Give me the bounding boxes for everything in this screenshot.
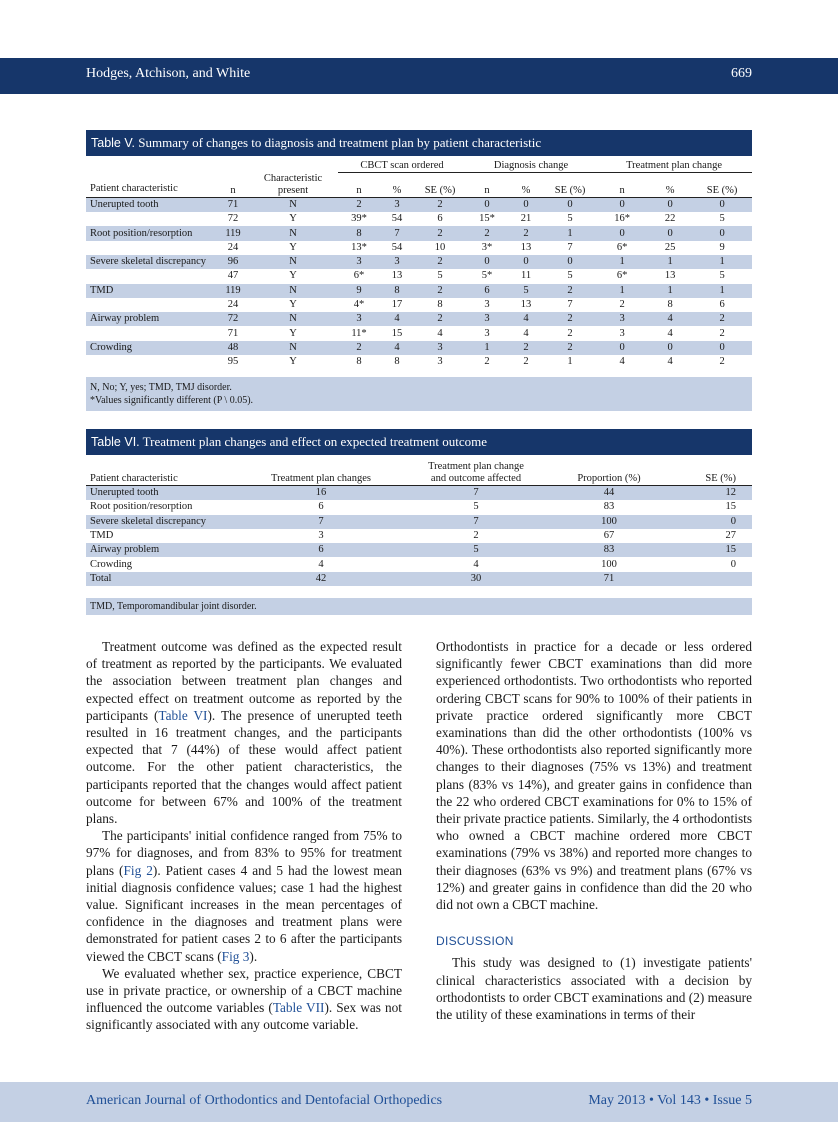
table5-title-bar <box>86 130 752 156</box>
row-value: 6* <box>353 270 365 282</box>
row-value: 4 <box>619 356 625 368</box>
table5-col-cbct-se: SE (%) <box>414 173 466 198</box>
row-value: 4 <box>667 356 673 368</box>
row-value: 13* <box>351 241 367 253</box>
row-value: 3* <box>481 241 493 253</box>
table5-label: Table V. <box>91 136 136 150</box>
table5-footnote-significance: *Values significantly different (P \ 0.05). <box>90 395 254 406</box>
table5-row <box>86 284 752 298</box>
table6-cell-se: 12 <box>672 486 752 501</box>
row-value: 5 <box>508 284 544 298</box>
row-value: 3 <box>466 312 508 326</box>
row-value: 4 <box>508 312 544 326</box>
row-value: 22 <box>664 213 676 225</box>
table5-col-diag-se: SE (%) <box>544 173 596 198</box>
row-value: 15* <box>479 213 495 225</box>
row-characteristic <box>86 355 218 369</box>
row-value: 5* <box>481 270 493 282</box>
row-value: 1 <box>648 284 692 298</box>
row-value: 2 <box>414 226 466 240</box>
table5-row <box>86 212 752 226</box>
row-value: 11 <box>520 270 532 282</box>
table6-cell-affected: 7 <box>406 486 546 501</box>
row-value: 2 <box>414 197 466 212</box>
table6-col-affected <box>406 461 546 486</box>
table5-col-present: Characteristic present <box>248 173 338 198</box>
table5-col-diag-n: n <box>466 173 508 198</box>
table6-cell-affected: 4 <box>473 558 479 570</box>
page-number: 669 <box>731 66 752 81</box>
table5-group-cbct: CBCT scan ordered <box>338 158 466 173</box>
table6-cell-affected: 7 <box>406 515 546 529</box>
table6-cell-changes: 3 <box>318 530 324 542</box>
row-present: Y <box>289 270 297 282</box>
left-p2-text-c: ). <box>249 948 258 964</box>
row-value: 2 <box>544 284 596 298</box>
table5-row <box>86 312 752 326</box>
row-value: 4 <box>437 327 443 339</box>
table6-cell-name: TMD <box>90 530 114 542</box>
table6-cell-prop: 83 <box>546 543 672 557</box>
row-value: 4 <box>380 312 414 326</box>
table6-cell-se: 27 <box>725 530 736 542</box>
row-value: 3 <box>619 327 625 339</box>
issue-info: May 2013 • Vol 143 • Issue 5 <box>588 1093 752 1108</box>
row-value: 3 <box>437 356 443 368</box>
table6-cell-name: Crowding <box>90 558 132 570</box>
row-value: 2 <box>338 197 380 212</box>
table5-col-cbct-pct: % <box>380 173 414 198</box>
left-paragraph-1 <box>86 638 402 827</box>
table6-cell-affected: 5 <box>406 543 546 557</box>
left-p1-text-a: Treatment outcome was defined as the expected result of treatment as reported by the participants. We evaluated the association between treatment plan changes and expected effect on treatment outcome as reported by the participants ( <box>86 639 402 723</box>
fig3-link[interactable]: Fig 3 <box>221 948 250 964</box>
row-value: 1 <box>596 255 648 269</box>
left-p2-text-a: The participants' initial confidence ranged from 75% to 97% for diagnoses, and from 83% to 95% for treatment plans ( <box>86 828 402 878</box>
table6-label: Table VI. <box>91 435 140 449</box>
row-value: 8 <box>437 299 443 311</box>
row-value: 54 <box>391 213 403 225</box>
row-value: 2 <box>544 341 596 355</box>
row-n: 24 <box>227 241 239 253</box>
table6-col-se: SE (%) <box>672 461 752 486</box>
row-value: 2 <box>544 312 596 326</box>
table6-title: Treatment plan changes and effect on expected treatment outcome <box>142 434 488 449</box>
table6-row <box>86 572 752 586</box>
row-value: 5 <box>567 213 573 225</box>
table6-cell-changes: 42 <box>236 572 406 586</box>
row-value: 2 <box>484 356 490 368</box>
row-value: 3 <box>596 312 648 326</box>
row-characteristic: TMD <box>86 284 218 298</box>
table6-cell-prop: 83 <box>603 501 615 513</box>
table6-cell-se: 0 <box>672 515 752 529</box>
row-value: 6 <box>437 213 443 225</box>
table5-row <box>86 197 752 212</box>
table6-cell-se: 15 <box>672 543 752 557</box>
row-value: 0 <box>692 341 752 355</box>
table5-col-treat-se: SE (%) <box>692 173 752 198</box>
table6-cell-changes: 7 <box>236 515 406 529</box>
row-present: Y <box>289 356 297 368</box>
row-value: 2 <box>466 226 508 240</box>
row-value: 0 <box>596 197 648 212</box>
row-value: 2 <box>414 312 466 326</box>
table5-footnote-abbrev: N, No; Y, yes; TMD, TMJ disorder. <box>90 382 232 393</box>
row-n: 119 <box>218 284 248 298</box>
row-value: 3 <box>484 299 490 311</box>
table5-group-treatment: Treatment plan change <box>596 158 752 173</box>
table5-row <box>86 326 752 340</box>
row-value: 17 <box>391 299 403 311</box>
row-value: 3 <box>338 255 380 269</box>
row-value: 1 <box>692 284 752 298</box>
row-present: Y <box>289 241 297 253</box>
row-value: 3 <box>414 341 466 355</box>
left-p3-text-a: We evaluated whether sex, practice experience, CBCT use in private practice, or ownership of a CBCT machine influenced the outcome variables ( <box>86 965 402 1016</box>
row-value: 0 <box>692 197 752 212</box>
row-value: 5 <box>567 270 573 282</box>
row-value: 0 <box>692 226 752 240</box>
row-value: 0 <box>544 197 596 212</box>
row-value: 0 <box>648 226 692 240</box>
row-value: 7 <box>380 226 414 240</box>
table6-cell-name: Root position/resorption <box>90 501 193 513</box>
row-value: 4 <box>648 312 692 326</box>
row-value: 2 <box>692 312 752 326</box>
row-value: 8 <box>394 356 400 368</box>
table6-cell-affected: 5 <box>473 501 479 513</box>
row-value: 54 <box>391 241 403 253</box>
row-characteristic <box>86 212 218 226</box>
table5-row <box>86 226 752 240</box>
right-paragraph-1: Orthodontists in practice for a decade or less ordered significantly fewer CBCT examinations than did more experienced orthodontists. Two orthodontists who reported ordering CBCT scans for 90% to 100% of their patients in private practice ordered significantly more CBCT examinations than did the other orthodontists (100% vs 40%). These orthodontists also reported significantly more changes to their diagnoses (75% vs 13%) and treatment plans (83% vs 14%), and greater gains in confidence than the 22 who ordered CBCT examinations for 0% to 15% of their private practice patients. Similarly, the 4 orthodontists who owned a CBCT machine ordered more CBCT examinations (79% vs 38%) and reported more changes to their diagnoses (63% vs 9%) and treatment plans (67% vs 12%) and greater gains in confidence than did the 20 who did not own a CBCT machine. <box>436 639 752 913</box>
row-present: N <box>248 255 338 269</box>
row-characteristic: Unerupted tooth <box>86 197 218 212</box>
row-value: 8 <box>380 284 414 298</box>
table5-col-diag-pct: % <box>508 173 544 198</box>
row-value: 3 <box>338 312 380 326</box>
table6-cell-name: Total <box>86 572 236 586</box>
table5-row <box>86 241 752 255</box>
row-n: 48 <box>218 341 248 355</box>
row-present: N <box>248 197 338 212</box>
table6-link[interactable]: Table VI <box>158 707 208 723</box>
row-n: 72 <box>218 312 248 326</box>
row-value: 4 <box>380 341 414 355</box>
row-value: 3 <box>380 197 414 212</box>
row-value: 2 <box>508 226 544 240</box>
row-value: 2 <box>619 299 625 311</box>
table5-col-n: n <box>218 173 248 198</box>
table6 <box>86 461 752 586</box>
table5-row <box>86 269 752 283</box>
row-present: N <box>248 341 338 355</box>
table6-cell-changes: 6 <box>318 501 324 513</box>
row-value: 7 <box>567 241 573 253</box>
row-value: 6 <box>719 299 725 311</box>
row-value: 0 <box>596 341 648 355</box>
row-n: 71 <box>227 327 239 339</box>
table6-col-proportion: Proportion (%) <box>546 461 672 486</box>
row-value: 1 <box>544 226 596 240</box>
row-n: 95 <box>227 356 239 368</box>
table5-row <box>86 298 752 312</box>
discussion-heading: DISCUSSION <box>436 934 514 949</box>
page-footer <box>0 1082 838 1122</box>
row-present: Y <box>289 299 297 311</box>
table6-cell-se: 15 <box>725 501 736 513</box>
table5-col-cbct-n: n <box>338 173 380 198</box>
row-value: 10 <box>434 241 446 253</box>
table6-cell-affected: 2 <box>473 530 479 542</box>
row-value: 0 <box>466 197 508 212</box>
row-value: 4* <box>353 299 365 311</box>
row-value: 15 <box>391 327 403 339</box>
row-value: 2 <box>719 327 725 339</box>
row-value: 3 <box>380 255 414 269</box>
row-value: 3 <box>484 327 490 339</box>
table5-group-diagnosis: Diagnosis change <box>466 158 596 173</box>
row-n: 24 <box>227 299 239 311</box>
left-p3-text-b: ). Sex was not significantly associated with any outcome variable. <box>86 1000 402 1033</box>
table6-cell-prop: 100 <box>601 558 617 570</box>
row-value: 2 <box>567 327 573 339</box>
row-value: 0 <box>508 255 544 269</box>
row-value: 0 <box>648 341 692 355</box>
row-value: 5 <box>719 270 725 282</box>
row-value: 0 <box>466 255 508 269</box>
row-value: 39* <box>351 213 367 225</box>
row-present: N <box>248 312 338 326</box>
table6-row <box>86 486 752 501</box>
table5-row <box>86 255 752 269</box>
table6-row <box>86 500 752 514</box>
row-characteristic: Severe skeletal discrepancy <box>86 255 218 269</box>
left-p1-text-b: ). The presence of unerupted teeth resulted in 16 treatment changes, and the participants expected that 7 (44%) of these would affect patient outcome. For the other patient characteristics, the participants reported that the changes would affect patient outcome for between 67% and 100% of the treatment plans. <box>86 707 402 827</box>
table5-row <box>86 341 752 355</box>
table5-title: Summary of changes to diagnosis and treatment plan by patient characteristic <box>138 135 542 150</box>
journal-name: American Journal of Orthodontics and Dentofacial Orthopedics <box>86 1093 443 1108</box>
table5-col-treat-n: n <box>596 173 648 198</box>
row-value: 0 <box>544 255 596 269</box>
table6-row <box>86 529 752 543</box>
row-value: 2 <box>719 356 725 368</box>
row-n: 71 <box>218 197 248 212</box>
table6-col-changes: Treatment plan changes <box>236 461 406 486</box>
table6-cell-changes: 16 <box>236 486 406 501</box>
table6-cell-affected: 30 <box>406 572 546 586</box>
table6-row <box>86 557 752 571</box>
row-characteristic <box>86 241 218 255</box>
table5-col-treat-pct: % <box>648 173 692 198</box>
row-value: 5 <box>719 213 725 225</box>
table7-link[interactable]: Table VII <box>272 1000 325 1016</box>
table6-cell-prop: 71 <box>546 572 672 586</box>
row-present: N <box>248 284 338 298</box>
fig2-link[interactable]: Fig 2 <box>123 862 153 878</box>
table6-col-affected-line1: Treatment plan change <box>428 461 524 472</box>
row-value: 8 <box>338 226 380 240</box>
table6-cell-name: Severe skeletal discrepancy <box>86 515 236 529</box>
row-value: 8 <box>356 356 362 368</box>
row-value: 1 <box>567 356 573 368</box>
row-n: 96 <box>218 255 248 269</box>
row-value: 9 <box>338 284 380 298</box>
row-value: 4 <box>523 327 529 339</box>
row-value: 11* <box>351 327 367 339</box>
row-value: 0 <box>508 197 544 212</box>
row-value: 6* <box>616 270 628 282</box>
row-n: 72 <box>227 213 239 225</box>
row-characteristic: Crowding <box>86 341 218 355</box>
row-value: 13 <box>520 299 532 311</box>
row-value: 6 <box>466 284 508 298</box>
row-value: 16* <box>614 213 630 225</box>
row-value: 21 <box>520 213 532 225</box>
row-characteristic: Root position/resorption <box>86 226 218 240</box>
table5-col-characteristic: Patient characteristic <box>86 173 218 198</box>
row-value: 4 <box>667 327 673 339</box>
table6-cell-name: Airway problem <box>86 543 236 557</box>
table6-cell-prop: 44 <box>546 486 672 501</box>
table6-cell-prop: 100 <box>546 515 672 529</box>
row-value: 8 <box>667 299 673 311</box>
table6-cell-se <box>672 572 752 586</box>
row-value: 1 <box>692 255 752 269</box>
row-value: 0 <box>648 197 692 212</box>
right-paragraph-2: This study was designed to (1) investigate patients' clinical characteristics associated with a decision by orthodontists to order CBCT examinations and (2) measure the utility of these examinations in terms of their <box>436 955 752 1023</box>
table6-cell-prop: 67 <box>603 530 615 542</box>
left-paragraph-2 <box>86 827 402 965</box>
row-value: 13 <box>520 241 532 253</box>
row-value: 13 <box>391 270 403 282</box>
row-n: 47 <box>227 270 239 282</box>
table6-cell-se: 0 <box>730 558 736 570</box>
header-authors: Hodges, Atchison, and White <box>86 66 251 81</box>
table6-row <box>86 515 752 529</box>
body-left-column <box>86 638 402 1034</box>
row-value: 2 <box>338 341 380 355</box>
table6-cell-name: Unerupted tooth <box>86 486 236 501</box>
row-value: 9 <box>719 241 725 253</box>
table5 <box>86 158 752 369</box>
table6-row <box>86 543 752 557</box>
row-value: 13 <box>664 270 676 282</box>
table6-col-characteristic: Patient characteristic <box>86 461 236 486</box>
table6-cell-changes: 6 <box>236 543 406 557</box>
row-present: Y <box>289 327 297 339</box>
row-value: 2 <box>414 255 466 269</box>
table6-footnote <box>86 598 752 615</box>
left-paragraph-3 <box>86 965 402 1034</box>
left-p2-text-b: ). Patient cases 4 and 5 had the lowest mean initial diagnosis confidence values; case 1 had the highest value. Significant increases in the mean percentages of confidence in the diagnoses and treatment plans were demonstrated for patient cases 2 to 6 after the participants viewed the CBCT scans ( <box>86 862 403 964</box>
row-value: 6* <box>616 241 628 253</box>
table6-cell-changes: 4 <box>318 558 324 570</box>
row-value: 2 <box>414 284 466 298</box>
row-present: Y <box>289 213 297 225</box>
row-value: 1 <box>596 284 648 298</box>
row-characteristic: Airway problem <box>86 312 218 326</box>
running-header <box>0 58 838 94</box>
row-present: N <box>248 226 338 240</box>
row-value: 5 <box>437 270 443 282</box>
row-n: 119 <box>218 226 248 240</box>
row-value: 0 <box>596 226 648 240</box>
row-characteristic <box>86 298 218 312</box>
table5-footnote <box>86 377 752 411</box>
body-right-column <box>436 638 752 1023</box>
row-characteristic <box>86 326 218 340</box>
row-value: 25 <box>664 241 676 253</box>
row-value: 1 <box>648 255 692 269</box>
row-characteristic <box>86 269 218 283</box>
row-value: 1 <box>466 341 508 355</box>
table5-row <box>86 355 752 369</box>
table6-col-affected-line2: and outcome affected <box>430 473 522 484</box>
row-value: 7 <box>567 299 573 311</box>
row-value: 2 <box>523 356 529 368</box>
row-value: 2 <box>508 341 544 355</box>
table6-footnote-text: TMD, Temporomandibular joint disorder. <box>90 601 257 612</box>
table6-title-bar <box>86 429 752 455</box>
